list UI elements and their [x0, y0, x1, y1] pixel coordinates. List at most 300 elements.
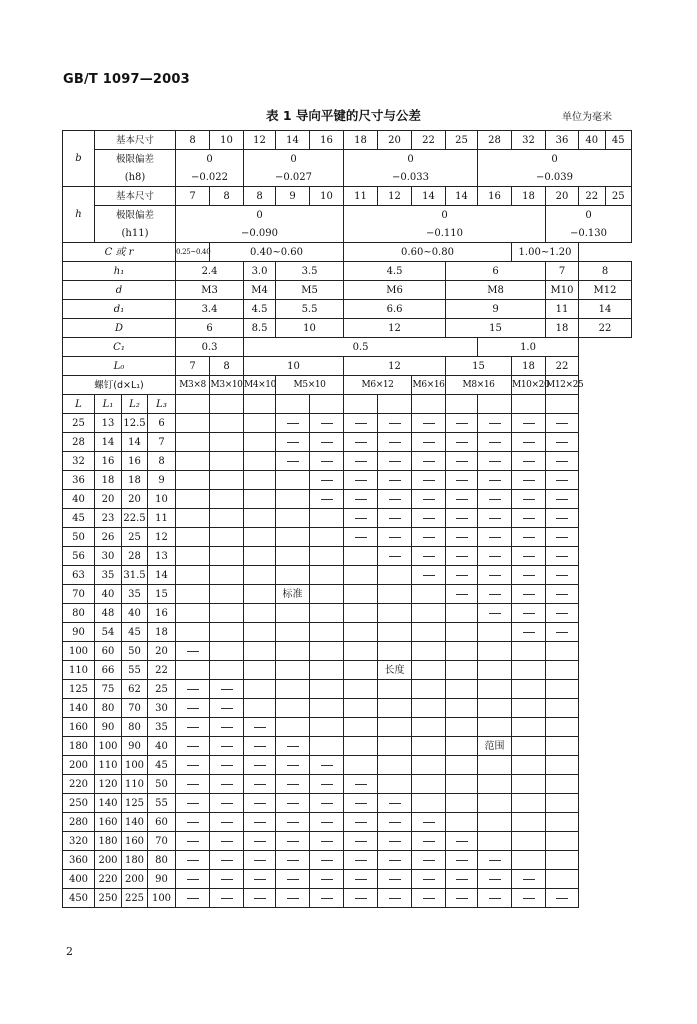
dash-mark	[523, 632, 535, 633]
L1-value: 180	[95, 832, 122, 851]
range-dash-cell	[276, 414, 310, 433]
range-empty-cell	[546, 718, 579, 737]
L-value: 450	[63, 889, 95, 908]
dash-mark	[489, 556, 501, 557]
range-empty-cell	[378, 775, 412, 794]
h1-value: 6	[446, 262, 546, 281]
L3-value: 80	[148, 851, 176, 870]
length-row	[63, 414, 632, 433]
dash-mark	[556, 442, 568, 443]
range-empty-cell	[310, 566, 344, 585]
range-dash-cell	[412, 414, 446, 433]
L2-value: 18	[122, 471, 148, 490]
range-empty-cell	[412, 680, 446, 699]
L1-value: 48	[95, 604, 122, 623]
h1-value: 7	[546, 262, 579, 281]
range-dash-cell	[176, 889, 210, 908]
d1-row	[63, 300, 632, 319]
length-row	[63, 737, 632, 756]
range-empty-cell	[412, 756, 446, 775]
dash-mark	[423, 556, 435, 557]
L1-value: 23	[95, 509, 122, 528]
L2-value: 20	[122, 490, 148, 509]
range-dash-cell	[546, 433, 579, 452]
dash-mark	[456, 499, 468, 500]
range-dash-cell	[546, 889, 579, 908]
range-dash-cell	[546, 623, 579, 642]
range-dash-cell	[446, 528, 478, 547]
range-dash-cell	[310, 832, 344, 851]
dash-mark	[287, 746, 299, 747]
dash-mark	[556, 480, 568, 481]
L-value: 32	[63, 452, 95, 471]
L3-value: 40	[148, 737, 176, 756]
dash-mark	[556, 556, 568, 557]
L-value: 56	[63, 547, 95, 566]
range-empty-cell	[244, 699, 276, 718]
d-value: M5	[276, 281, 344, 300]
C1-value: 0.3	[176, 338, 244, 357]
range-dash-cell	[378, 851, 412, 870]
dash-mark	[389, 442, 401, 443]
length-row	[63, 509, 632, 528]
b-size: 25	[446, 131, 478, 150]
range-dash-cell	[512, 490, 546, 509]
range-dash-cell	[478, 528, 512, 547]
range-dash-cell	[512, 509, 546, 528]
dash-mark	[389, 879, 401, 880]
empty-header-cell	[176, 395, 210, 414]
L1-value: 60	[95, 642, 122, 661]
range-empty-cell	[478, 794, 512, 813]
range-empty-cell	[176, 490, 210, 509]
h-size: 11	[344, 187, 378, 206]
range-dash-cell	[210, 718, 244, 737]
range-dash-cell	[344, 471, 378, 490]
basic-size-label: 基本尺寸	[95, 131, 176, 150]
range-dash-cell	[310, 813, 344, 832]
range-dash-cell	[344, 832, 378, 851]
c-r-label: C 或 r	[63, 243, 176, 262]
L1-value: 200	[95, 851, 122, 870]
dash-mark	[523, 537, 535, 538]
range-dash-cell	[310, 452, 344, 471]
L1-value: 35	[95, 566, 122, 585]
range-empty-cell	[276, 547, 310, 566]
dash-mark	[423, 480, 435, 481]
range-dash-cell	[276, 775, 310, 794]
range-dash-cell	[446, 889, 478, 908]
dash-mark	[389, 803, 401, 804]
dash-mark	[523, 575, 535, 576]
range-dash-cell	[512, 889, 546, 908]
D-value: 8.5	[244, 319, 276, 338]
L-value: 125	[63, 680, 95, 699]
dash-mark	[287, 765, 299, 766]
range-dash-cell	[210, 737, 244, 756]
L0-value: 18	[512, 357, 546, 376]
range-empty-cell	[512, 718, 546, 737]
d-value: M6	[344, 281, 446, 300]
range-dash-cell	[176, 775, 210, 794]
dash-mark	[355, 461, 367, 462]
L-value: 63	[63, 566, 95, 585]
range-empty-cell	[210, 528, 244, 547]
range-dash-cell	[276, 433, 310, 452]
h-upper-row	[63, 206, 632, 225]
range-empty-cell	[378, 756, 412, 775]
dash-mark	[456, 480, 468, 481]
range-dash-cell	[512, 433, 546, 452]
range-empty-cell	[478, 756, 512, 775]
h1-value: 3.0	[244, 262, 276, 281]
L2-value: 22.5	[122, 509, 148, 528]
range-empty-cell	[344, 699, 378, 718]
range-empty-cell	[512, 851, 546, 870]
h-size: 14	[412, 187, 446, 206]
range-dash-cell	[244, 775, 276, 794]
range-empty-cell	[412, 642, 446, 661]
L3-value: 9	[148, 471, 176, 490]
range-dash-cell	[512, 585, 546, 604]
L-value: 80	[63, 604, 95, 623]
h-size: 16	[478, 187, 512, 206]
h1-value: 2.4	[176, 262, 244, 281]
range-empty-cell	[546, 642, 579, 661]
range-empty-cell	[378, 585, 412, 604]
dash-mark	[355, 499, 367, 500]
dash-mark	[556, 898, 568, 899]
dash-mark	[254, 784, 266, 785]
range-dash-cell	[344, 813, 378, 832]
range-dash-cell	[412, 813, 446, 832]
page-number: 2	[66, 945, 73, 958]
range-empty-cell	[512, 642, 546, 661]
D-value: 6	[176, 319, 244, 338]
dash-mark	[254, 879, 266, 880]
range-empty-cell	[210, 452, 244, 471]
range-empty-cell	[244, 490, 276, 509]
h-lower-deviation: −0.110	[344, 224, 546, 243]
h-size: 18	[512, 187, 546, 206]
L-value: 110	[63, 661, 95, 680]
c-r-value: 0.25~0.40	[176, 243, 210, 262]
range-dash-cell	[210, 680, 244, 699]
range-dash-cell	[310, 775, 344, 794]
L2-value: 110	[122, 775, 148, 794]
range-dash-cell	[478, 452, 512, 471]
range-dash-cell	[378, 813, 412, 832]
range-dash-cell	[344, 452, 378, 471]
dash-mark	[355, 822, 367, 823]
range-empty-cell	[546, 756, 579, 775]
dash-mark	[456, 518, 468, 519]
range-dash-cell	[310, 756, 344, 775]
length-row	[63, 680, 632, 699]
dash-mark	[389, 860, 401, 861]
L-header: L	[63, 395, 95, 414]
dash-mark	[254, 841, 266, 842]
key-dimension-table	[62, 130, 632, 908]
range-dash-cell	[446, 851, 478, 870]
dash-mark	[556, 537, 568, 538]
dash-mark	[556, 613, 568, 614]
range-empty-cell	[310, 547, 344, 566]
range-empty-cell	[344, 604, 378, 623]
length-row	[63, 794, 632, 813]
range-dash-cell	[512, 471, 546, 490]
range-label: 长度	[384, 664, 405, 676]
range-empty-cell	[244, 566, 276, 585]
length-row	[63, 756, 632, 775]
range-dash-cell	[512, 566, 546, 585]
range-dash-cell	[244, 756, 276, 775]
L-value: 28	[63, 433, 95, 452]
range-dash-cell	[210, 889, 244, 908]
L1-value: 120	[95, 775, 122, 794]
range-empty-cell	[310, 661, 344, 680]
range-dash-cell	[478, 604, 512, 623]
dash-mark	[321, 461, 333, 462]
bolt-value: M6×12	[344, 376, 412, 395]
dash-mark	[456, 594, 468, 595]
range-empty-cell	[412, 737, 446, 756]
L1-value: 18	[95, 471, 122, 490]
L3-value: 18	[148, 623, 176, 642]
range-dash-cell	[412, 509, 446, 528]
dash-mark	[489, 461, 501, 462]
dash-mark	[221, 841, 233, 842]
range-empty-cell	[244, 680, 276, 699]
L-value: 360	[63, 851, 95, 870]
L1-value: 54	[95, 623, 122, 642]
range-dash-cell	[512, 414, 546, 433]
range-dash-cell	[344, 851, 378, 870]
range-dash-cell	[276, 794, 310, 813]
b-basic-size-row	[63, 131, 632, 150]
c-r-value: 0.60~0.80	[344, 243, 512, 262]
dash-mark	[389, 556, 401, 557]
bolt-value: M3×8	[176, 376, 210, 395]
dash-mark	[221, 803, 233, 804]
b-lower-deviation: −0.022	[176, 168, 244, 187]
range-empty-cell	[310, 528, 344, 547]
range-empty-cell	[344, 585, 378, 604]
dash-mark	[187, 841, 199, 842]
dash-mark	[254, 898, 266, 899]
L1-value: 160	[95, 813, 122, 832]
range-dash-cell	[310, 433, 344, 452]
range-dash-cell	[344, 794, 378, 813]
range-dash-cell	[546, 547, 579, 566]
range-empty-cell	[446, 642, 478, 661]
h-size: 9	[276, 187, 310, 206]
range-empty-cell	[478, 642, 512, 661]
L2-value: 70	[122, 699, 148, 718]
L1-value: 220	[95, 870, 122, 889]
range-empty-cell	[512, 680, 546, 699]
range-empty-cell	[546, 832, 579, 851]
range-empty-cell	[546, 794, 579, 813]
dash-mark	[389, 499, 401, 500]
C1-row	[63, 338, 632, 357]
range-dash-cell	[344, 528, 378, 547]
dash-mark	[221, 689, 233, 690]
L2-value: 25	[122, 528, 148, 547]
dash-mark	[423, 575, 435, 576]
L2-value: 62	[122, 680, 148, 699]
range-dash-cell	[512, 528, 546, 547]
range-dash-cell	[512, 452, 546, 471]
range-empty-cell	[176, 661, 210, 680]
length-row	[63, 585, 632, 604]
length-row	[63, 528, 632, 547]
empty-header-cell	[446, 395, 478, 414]
range-dash-cell	[176, 699, 210, 718]
dash-mark	[523, 879, 535, 880]
dash-mark	[287, 841, 299, 842]
dash-mark	[187, 822, 199, 823]
range-dash-cell	[378, 490, 412, 509]
range-dash-cell	[446, 566, 478, 585]
length-row	[63, 718, 632, 737]
c-r-value: 0.40~0.60	[210, 243, 344, 262]
d1-value: 3.4	[176, 300, 244, 319]
range-empty-cell	[276, 699, 310, 718]
length-row	[63, 433, 632, 452]
length-row	[63, 547, 632, 566]
dash-mark	[221, 727, 233, 728]
range-dash-cell	[276, 756, 310, 775]
range-empty-cell	[446, 604, 478, 623]
D-value: 15	[446, 319, 546, 338]
range-dash-cell	[412, 851, 446, 870]
range-dash-cell	[344, 509, 378, 528]
range-empty-cell	[512, 832, 546, 851]
range-empty-cell	[378, 718, 412, 737]
range-dash-cell	[210, 813, 244, 832]
dash-mark	[489, 480, 501, 481]
range-empty-cell	[478, 718, 512, 737]
L1-value: 14	[95, 433, 122, 452]
b-lower-row	[63, 168, 632, 187]
range-empty-cell	[378, 604, 412, 623]
range-empty-cell	[412, 699, 446, 718]
L-value: 180	[63, 737, 95, 756]
range-empty-cell	[512, 737, 546, 756]
dash-mark	[254, 860, 266, 861]
range-empty-cell	[244, 623, 276, 642]
range-dash-cell	[546, 509, 579, 528]
b-size: 32	[512, 131, 546, 150]
dash-mark	[489, 423, 501, 424]
L3-value: 90	[148, 870, 176, 889]
dash-mark	[389, 461, 401, 462]
L3-value: 50	[148, 775, 176, 794]
bolt-value: M8×16	[446, 376, 512, 395]
range-dash-cell	[276, 870, 310, 889]
range-empty-cell	[310, 737, 344, 756]
L2-value: 16	[122, 452, 148, 471]
range-dash-cell	[310, 490, 344, 509]
h-upper-deviation: 0	[176, 206, 344, 225]
L0-value: 10	[244, 357, 344, 376]
range-dash-cell	[478, 490, 512, 509]
range-dash-cell	[176, 680, 210, 699]
dash-mark	[423, 537, 435, 538]
dash-mark	[456, 461, 468, 462]
L-value: 100	[63, 642, 95, 661]
length-row	[63, 870, 632, 889]
L-value: 200	[63, 756, 95, 775]
range-empty-cell	[546, 870, 579, 889]
bolt-value: M6×16	[412, 376, 446, 395]
L3-value: 16	[148, 604, 176, 623]
range-empty-cell	[276, 509, 310, 528]
range-dash-cell	[310, 870, 344, 889]
L3-value: 45	[148, 756, 176, 775]
dash-mark	[523, 518, 535, 519]
dash-mark	[321, 803, 333, 804]
range-dash-cell	[412, 832, 446, 851]
dash-mark	[321, 499, 333, 500]
L-value: 90	[63, 623, 95, 642]
length-row	[63, 642, 632, 661]
dash-mark	[489, 613, 501, 614]
range-dash-cell	[344, 414, 378, 433]
range-empty-cell	[210, 471, 244, 490]
L1-value: 66	[95, 661, 122, 680]
range-empty-cell	[244, 585, 276, 604]
range-empty-cell	[176, 604, 210, 623]
range-dash-cell	[210, 851, 244, 870]
length-row	[63, 889, 632, 908]
h-basic-size-row	[63, 187, 632, 206]
range-empty-cell	[378, 737, 412, 756]
L0-label: L₀	[63, 357, 176, 376]
range-dash-cell	[344, 775, 378, 794]
dash-mark	[389, 841, 401, 842]
range-dash-cell	[412, 471, 446, 490]
range-empty-cell	[344, 566, 378, 585]
range-dash-cell	[478, 547, 512, 566]
h-upper-deviation: 0	[546, 206, 632, 225]
dash-mark	[523, 556, 535, 557]
range-empty-cell	[344, 680, 378, 699]
dash-mark	[355, 841, 367, 842]
range-dash-cell	[546, 566, 579, 585]
dash-mark	[355, 423, 367, 424]
dash-mark	[287, 461, 299, 462]
dash-mark	[489, 537, 501, 538]
h-size: 20	[546, 187, 579, 206]
range-dash-cell	[412, 889, 446, 908]
b-lower-deviation: −0.027	[244, 168, 344, 187]
dash-mark	[287, 822, 299, 823]
dash-mark	[456, 860, 468, 861]
dash-mark	[523, 499, 535, 500]
b-size: 12	[244, 131, 276, 150]
range-empty-cell	[546, 699, 579, 718]
dash-mark	[423, 461, 435, 462]
range-empty-cell	[512, 699, 546, 718]
range-empty-cell	[412, 604, 446, 623]
range-dash-cell	[244, 889, 276, 908]
range-dash-cell	[378, 433, 412, 452]
length-row	[63, 604, 632, 623]
dash-mark	[321, 841, 333, 842]
dash-mark	[355, 860, 367, 861]
